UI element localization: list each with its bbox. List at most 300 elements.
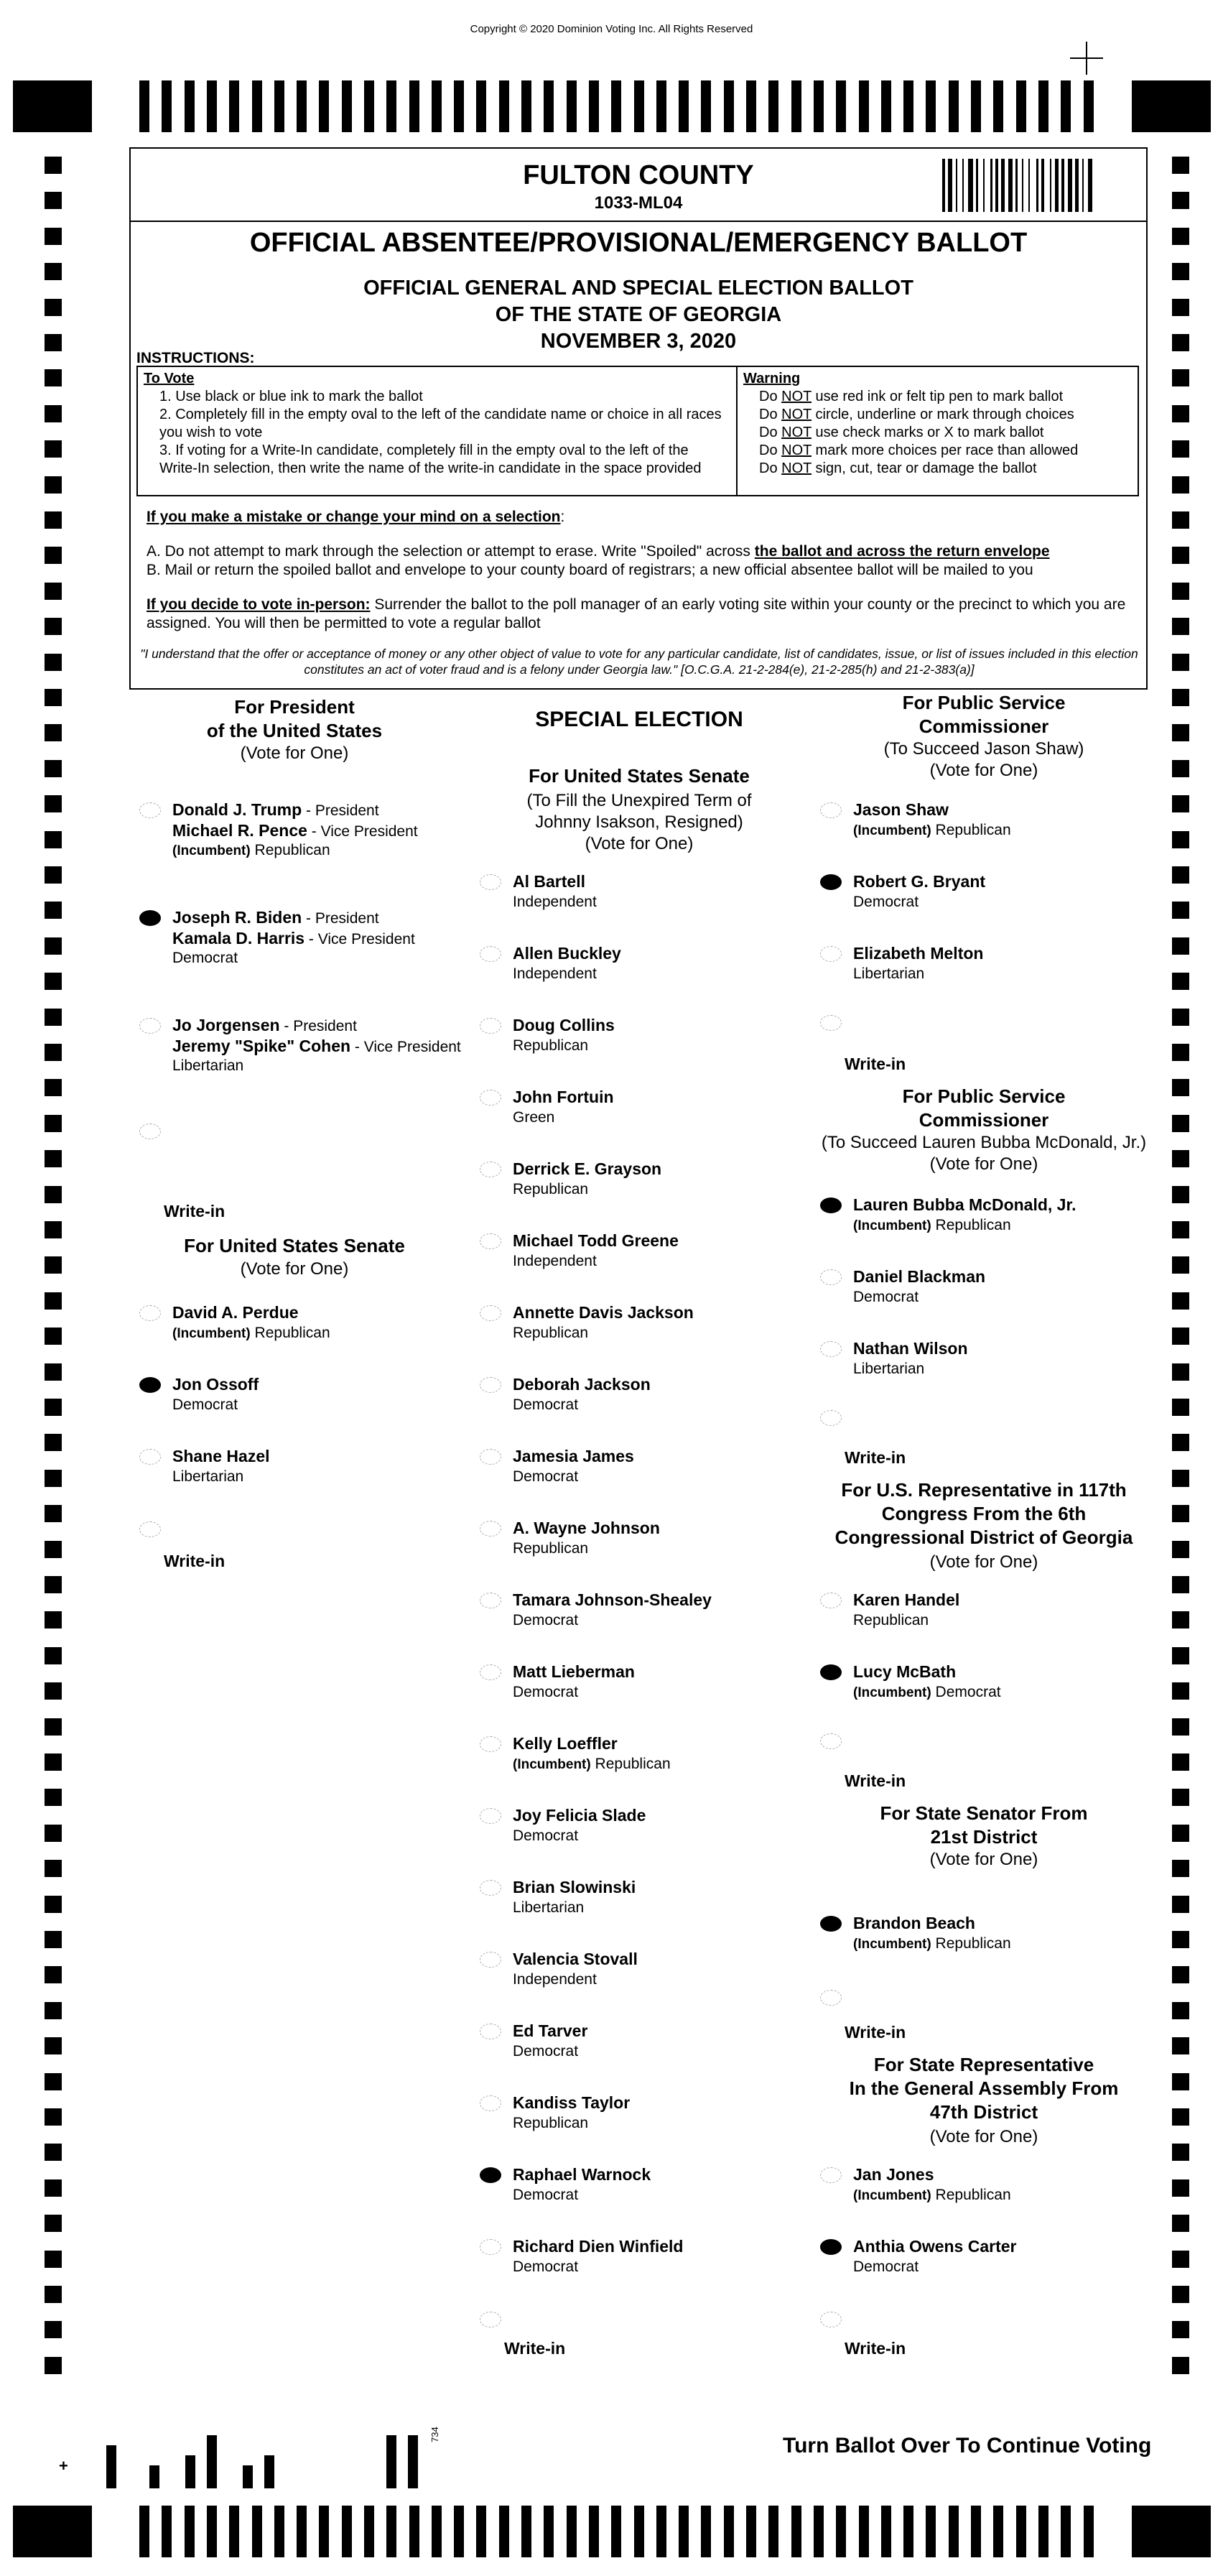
party-name: Republican — [931, 1217, 1011, 1233]
running-mate — [172, 821, 418, 841]
candidate-name-text: Jan Jones — [853, 2165, 934, 2184]
contest-heading-line: 21st District — [930, 1826, 1038, 1848]
write-in-oval[interactable] — [820, 1990, 842, 2006]
side-timing-mark — [1172, 1611, 1189, 1628]
party-name: Independent — [513, 1971, 597, 1988]
timing-block — [13, 2506, 92, 2557]
special-election-label: SPECIAL ELECTION — [535, 708, 743, 731]
write-in-oval[interactable] — [820, 2312, 842, 2327]
party-name: Republican — [590, 1756, 671, 1772]
party-name: Democrat — [513, 1396, 579, 1413]
warning-item — [743, 460, 1132, 478]
candidate-party — [853, 965, 924, 983]
contest-heading — [129, 695, 460, 743]
candidate-name-text: Allen Buckley — [513, 944, 621, 963]
empty-oval[interactable] — [480, 1952, 501, 1968]
candidate-name-text: Brandon Beach — [853, 1914, 975, 1932]
party-name: Republican — [513, 1325, 589, 1341]
side-timing-mark — [45, 1292, 62, 1310]
warning-text: Do — [759, 389, 782, 404]
candidate-name — [513, 871, 585, 891]
crop-mark — [1070, 42, 1103, 75]
candidate-name — [172, 1374, 259, 1394]
candidate-party — [853, 2186, 1011, 2205]
empty-oval[interactable] — [820, 1269, 842, 1285]
contest-heading-line: For U.S. Representative in 117th — [841, 1479, 1127, 1501]
empty-oval[interactable] — [139, 1449, 161, 1465]
party-name: Independent — [513, 965, 597, 982]
side-timing-mark — [45, 1150, 62, 1167]
side-timing-mark — [1172, 2251, 1189, 2268]
contest-subheading — [804, 2126, 1163, 2148]
vote-for-one: (Vote for One) — [240, 743, 349, 763]
candidate-party — [513, 1899, 584, 1917]
empty-oval[interactable] — [820, 1593, 842, 1608]
warning-label: Warning — [743, 371, 801, 386]
candidate-party — [513, 893, 597, 912]
candidate-role: - President — [279, 1018, 357, 1034]
candidate-name — [513, 1087, 614, 1107]
empty-oval[interactable] — [480, 1090, 501, 1106]
timing-bar — [185, 80, 195, 132]
candidate-party — [513, 1611, 578, 1630]
contest-subheading-line: (Vote for One) — [929, 1552, 1038, 1572]
candidate-party — [853, 893, 919, 912]
side-timing-mark — [1172, 902, 1189, 919]
candidate-party — [513, 1827, 578, 1845]
empty-oval[interactable] — [480, 1377, 501, 1393]
timing-bar — [724, 80, 734, 132]
party-name: Republican — [931, 2187, 1011, 2203]
candidate-party — [513, 1970, 597, 1989]
side-timing-mark — [45, 1789, 62, 1806]
side-timing-mark — [45, 1541, 62, 1558]
timing-bar — [1084, 2506, 1094, 2557]
warning-item — [743, 442, 1132, 460]
contest-heading — [804, 2053, 1163, 2124]
side-timing-mark — [45, 547, 62, 564]
write-in-oval[interactable] — [480, 2312, 501, 2327]
timing-bar — [342, 80, 352, 132]
timing-bar — [611, 80, 621, 132]
side-timing-mark — [1172, 2073, 1189, 2090]
candidate-name-text: Shane Hazel — [172, 1447, 270, 1465]
timing-bar — [364, 80, 374, 132]
contest-heading-line: of the United States — [206, 720, 383, 741]
filled-oval[interactable] — [139, 910, 161, 926]
side-timing-mark — [45, 1434, 62, 1451]
footer-code-bar — [149, 2465, 159, 2488]
candidate-party — [172, 1396, 238, 1414]
timing-bar — [949, 80, 959, 132]
inperson-text: Surrender the ballot to the poll manager of an early voting site within your county or the precinct to which you are assigned. You will then be permitted to vote a regular ballot — [147, 596, 1126, 631]
timing-bar — [1038, 2506, 1048, 2557]
barcode-bar — [1088, 159, 1092, 212]
timing-bar — [926, 2506, 936, 2557]
candidate-name — [513, 1302, 694, 1322]
warning-list — [743, 388, 1132, 478]
timing-bar — [274, 80, 284, 132]
empty-oval[interactable] — [820, 2167, 842, 2183]
barcode-bar — [1036, 159, 1038, 212]
contest-subheading-line: (To Succeed Jason Shaw) — [883, 739, 1084, 759]
footer-code-bar — [386, 2435, 396, 2488]
side-timing-mark — [45, 1611, 62, 1628]
candidate-name-text: Karen Handel — [853, 1590, 960, 1609]
candidate-name-text: Jo Jorgensen — [172, 1016, 280, 1034]
barcode-bar — [1015, 159, 1018, 212]
bottom-timing-bar — [13, 2506, 1211, 2557]
party-name: Democrat — [172, 950, 238, 966]
side-timing-mark — [1172, 1860, 1189, 1877]
party-name: Independent — [513, 1253, 597, 1269]
contest-subheading-line: (To Fill the Unexpired Term of — [526, 791, 752, 810]
candidate-party — [513, 1037, 588, 1055]
barcode-bar — [1041, 159, 1044, 212]
candidate-name — [853, 2164, 934, 2184]
write-in-oval[interactable] — [820, 1015, 842, 1031]
warning-item — [743, 406, 1132, 424]
contest-heading — [804, 691, 1163, 738]
empty-oval[interactable] — [820, 946, 842, 962]
candidate-name-text: Daniel Blackman — [853, 1267, 986, 1286]
warning-instructions — [738, 367, 1138, 495]
empty-oval[interactable] — [820, 1341, 842, 1357]
contest-heading-line: For Public Service — [902, 1085, 1066, 1107]
timing-bar — [611, 2506, 621, 2557]
candidate-name-text: A. Wayne Johnson — [513, 1519, 660, 1537]
timing-bar — [274, 2506, 284, 2557]
candidate-role: - President — [302, 802, 379, 819]
candidate-party — [513, 965, 597, 983]
election-title-line: NOVEMBER 3, 2020 — [540, 330, 737, 353]
side-timing-mark — [1172, 263, 1189, 280]
party-name: Democrat — [513, 1684, 579, 1700]
timing-bar — [432, 2506, 442, 2557]
empty-oval[interactable] — [480, 1305, 501, 1321]
candidate-name — [853, 1266, 985, 1287]
warning-text: use check marks or X to mark ballot — [811, 425, 1044, 440]
empty-oval[interactable] — [480, 1233, 501, 1249]
barcode-bar — [1061, 159, 1064, 212]
side-timing-mark — [1172, 1079, 1189, 1096]
party-name: Independent — [513, 894, 597, 910]
write-in-oval[interactable] — [139, 1521, 161, 1537]
contest-subheading-line: Johnny Isakson, Resigned) — [535, 812, 743, 832]
side-timing-mark — [45, 866, 62, 884]
timing-bar — [139, 80, 149, 132]
timing-bar — [836, 2506, 846, 2557]
timing-bar — [926, 80, 936, 132]
candidate-name — [853, 2236, 1017, 2256]
county-name: FULTON COUNTY — [523, 160, 754, 190]
party-name: Republican — [250, 842, 330, 858]
empty-oval[interactable] — [480, 2095, 501, 2111]
timing-bar — [319, 80, 329, 132]
warning-not: NOT — [781, 443, 812, 458]
filled-oval[interactable] — [820, 1664, 842, 1680]
write-in-label: Write-in — [845, 1771, 906, 1790]
candidate-role: - President — [302, 910, 379, 927]
side-timing-mark — [1172, 369, 1189, 386]
side-timing-mark — [45, 334, 62, 351]
filled-oval[interactable] — [139, 1377, 161, 1393]
side-timing-mark — [45, 1682, 62, 1700]
timing-bar — [386, 80, 396, 132]
side-timing-mark — [1172, 1789, 1189, 1806]
timing-bar — [656, 2506, 666, 2557]
candidate-name — [172, 1302, 299, 1322]
contest-heading: For United States Senate — [184, 1235, 405, 1256]
candidate-name-text: Ed Tarver — [513, 2021, 588, 2040]
candidate-name-text: Nathan Wilson — [853, 1339, 968, 1358]
side-timing-mark — [45, 440, 62, 458]
instruction-item: 1. Use black or blue ink to mark the ballot — [159, 389, 423, 404]
warning-text: use red ink or felt tip pen to mark ballot — [811, 389, 1064, 404]
side-timing-mark — [45, 476, 62, 494]
barcode-bar — [976, 159, 978, 212]
party-name: Democrat — [513, 2043, 579, 2060]
empty-oval[interactable] — [480, 1018, 501, 1034]
empty-oval[interactable] — [480, 1449, 501, 1465]
registration-mark: + — [59, 2457, 68, 2475]
empty-oval[interactable] — [480, 1664, 501, 1680]
side-timing-mark — [45, 1966, 62, 1983]
candidate-name-text: David A. Perdue — [172, 1303, 299, 1322]
empty-oval[interactable] — [139, 1018, 161, 1034]
side-timing-mark — [45, 654, 62, 671]
side-timing-mark — [1172, 1044, 1189, 1061]
side-timing-mark — [1172, 1150, 1189, 1167]
timing-bar — [454, 2506, 464, 2557]
candidate-name — [853, 1662, 956, 1682]
incumbent-label: (Incumbent) — [853, 823, 931, 838]
side-timing-mark — [1172, 831, 1189, 848]
side-timing-mark — [1172, 1825, 1189, 1842]
footer-code-bar — [264, 2455, 274, 2488]
footer-code-bar — [207, 2435, 217, 2488]
empty-oval[interactable] — [480, 946, 501, 962]
barcode-bar — [1082, 159, 1084, 212]
side-timing-mark — [45, 1186, 62, 1203]
timing-bar — [1061, 80, 1071, 132]
top-timing-bar — [13, 80, 1211, 132]
candidate-name — [853, 871, 985, 891]
write-in-oval[interactable] — [139, 1123, 161, 1139]
empty-oval[interactable] — [480, 1162, 501, 1177]
candidate-name-text: Doug Collins — [513, 1016, 615, 1034]
write-in-oval[interactable] — [820, 1733, 842, 1749]
candidate-name — [172, 907, 379, 929]
timing-bar — [207, 80, 217, 132]
barcode-bar — [956, 159, 957, 212]
side-timing-mark — [1172, 2002, 1189, 2019]
filled-oval[interactable] — [820, 1197, 842, 1213]
side-timing-mark — [45, 2215, 62, 2232]
contest-subheading-line: (To Succeed Lauren Bubba McDonald, Jr.) — [821, 1133, 1147, 1152]
side-timing-mark — [45, 2073, 62, 2090]
candidate-party — [513, 1468, 578, 1486]
candidate-name — [172, 1446, 270, 1466]
empty-oval[interactable] — [480, 1521, 501, 1537]
side-timing-mark — [45, 2251, 62, 2268]
filled-oval[interactable] — [820, 2239, 842, 2255]
side-timing-mark — [45, 1328, 62, 1345]
party-name: Republican — [513, 1540, 589, 1557]
candidate-name-text: Kelly Loeffler — [513, 1734, 618, 1753]
write-in-oval[interactable] — [820, 1410, 842, 1426]
timing-bar — [701, 2506, 711, 2557]
timing-bar — [656, 80, 666, 132]
contest-heading — [804, 1802, 1163, 1849]
candidate-party — [513, 1396, 578, 1414]
candidate-party — [853, 1935, 1011, 1954]
barcode-bar — [948, 159, 952, 212]
candidate-name — [513, 1805, 646, 1825]
side-timing-mark — [45, 2037, 62, 2054]
write-in-label: Write-in — [845, 1055, 906, 1073]
timing-bar — [791, 80, 801, 132]
side-timing-mark — [1172, 1399, 1189, 1416]
empty-oval[interactable] — [820, 802, 842, 818]
contest-heading-line: Congressional District of Georgia — [834, 1526, 1133, 1548]
side-timing-mark — [45, 1860, 62, 1877]
timing-bar — [903, 2506, 913, 2557]
timing-bar — [881, 2506, 891, 2557]
empty-oval[interactable] — [480, 874, 501, 890]
party-name: Libertarian — [853, 965, 925, 982]
empty-oval[interactable] — [480, 1808, 501, 1824]
empty-oval[interactable] — [139, 1305, 161, 1321]
party-name: Republican — [250, 1325, 330, 1341]
timing-bar — [342, 2506, 352, 2557]
side-timing-mark — [1172, 440, 1189, 458]
candidate-name — [513, 1733, 618, 1753]
barcode-bar — [983, 159, 985, 212]
side-timing-mark — [45, 1399, 62, 1416]
candidate-party — [513, 2114, 588, 2133]
side-timing-mark — [1172, 334, 1189, 351]
candidate-party — [172, 949, 238, 968]
candidate-party — [172, 841, 330, 861]
contest-heading — [804, 1478, 1163, 1549]
side-timing-mark — [1172, 1541, 1189, 1558]
filled-oval[interactable] — [820, 874, 842, 890]
timing-bar — [567, 2506, 577, 2557]
timing-bar — [364, 2506, 374, 2557]
party-name: Republican — [513, 1181, 589, 1197]
side-timing-mark — [1172, 760, 1189, 777]
incumbent-label: (Incumbent) — [853, 1937, 931, 1952]
side-timing-mark — [1172, 1470, 1189, 1487]
filled-oval[interactable] — [480, 2167, 501, 2183]
mistake-instructions: If you make a mistake or change your mind on a selection: A. Do not attempt to mark through the selection or attempt to erase. Write "Spoiled" across the ballot and across the return envelope B. Mail or return the spoiled ballot and envelope to your county board of registrars; a new official absentee ballot will be mailed to you If you decide to vote in-person: Surrender the ballot to the poll manager of an early voting site within your county or the precinct to which you are assigned. You will then be permitted to vote a regular ballot — [147, 508, 1138, 633]
candidate-name — [513, 1590, 712, 1610]
footer-code-bar — [185, 2455, 195, 2488]
candidate-name-text: Joseph R. Biden — [172, 908, 302, 927]
candidate-name-text: Raphael Warnock — [513, 2165, 651, 2184]
side-timing-mark — [1172, 654, 1189, 671]
candidate-name — [853, 1913, 975, 1933]
timing-bar — [409, 80, 419, 132]
party-name: Libertarian — [513, 1899, 585, 1916]
side-timing-mark — [1172, 2357, 1189, 2374]
empty-oval[interactable] — [480, 2024, 501, 2039]
candidate-name-text: Michael Todd Greene — [513, 1231, 679, 1250]
candidate-name-text: Matt Lieberman — [513, 1662, 635, 1681]
candidate-name — [513, 2164, 651, 2184]
empty-oval[interactable] — [480, 1736, 501, 1752]
candidate-name — [853, 1590, 959, 1610]
incumbent-label: (Incumbent) — [853, 1685, 931, 1700]
write-in-label: Write-in — [845, 2023, 906, 2042]
side-timing-mark — [45, 192, 62, 209]
side-timing-mark — [1172, 547, 1189, 564]
empty-oval[interactable] — [480, 2239, 501, 2255]
timing-bar — [949, 2506, 959, 2557]
candidate-name — [172, 1015, 357, 1037]
election-title-line: OFFICIAL GENERAL AND SPECIAL ELECTION BALLOT — [363, 277, 913, 300]
timing-bar — [768, 80, 778, 132]
side-timing-mark — [45, 1221, 62, 1238]
side-timing-mark — [45, 1931, 62, 1948]
empty-oval[interactable] — [480, 1880, 501, 1896]
candidate-name — [853, 943, 983, 963]
side-timing-mark — [45, 724, 62, 741]
candidate-party — [853, 1683, 1001, 1702]
contest-subheading — [804, 738, 1163, 782]
candidate-name-text: Deborah Jackson — [513, 1375, 651, 1394]
timing-bar — [499, 80, 509, 132]
candidate-party — [853, 1360, 924, 1379]
party-name: Democrat — [513, 1468, 579, 1485]
running-mate — [172, 929, 415, 949]
side-timing-mark — [1172, 724, 1189, 741]
side-timing-mark — [1172, 973, 1189, 990]
candidate-name — [513, 2093, 630, 2113]
candidate-name-text: Jason Shaw — [853, 800, 949, 819]
candidate-name — [172, 800, 379, 821]
warning-text: Do — [759, 407, 782, 422]
candidate-party — [513, 1108, 554, 1127]
candidate-name — [513, 1374, 651, 1394]
party-name: Green — [513, 1109, 555, 1126]
barcode-bar — [1028, 159, 1030, 212]
side-timing-mark — [1172, 299, 1189, 316]
timing-bar — [229, 2506, 239, 2557]
empty-oval[interactable] — [480, 1593, 501, 1608]
side-timing-mark — [1172, 618, 1189, 635]
contest-heading-line: 47th District — [929, 2101, 1038, 2123]
candidate-party — [172, 1324, 330, 1343]
timing-bar — [567, 80, 577, 132]
candidate-party — [853, 1288, 919, 1307]
candidate-party — [853, 1611, 929, 1630]
empty-oval[interactable] — [139, 802, 161, 818]
party-name: Republican — [853, 1612, 929, 1628]
side-timing-mark — [45, 2286, 62, 2303]
timing-bar — [836, 80, 846, 132]
party-name: Democrat — [513, 2187, 579, 2203]
timing-bar — [589, 2506, 599, 2557]
candidate-name-text: Richard Dien Winfield — [513, 2237, 684, 2256]
side-timing-mark — [45, 299, 62, 316]
inperson-heading: If you decide to vote in-person: — [147, 596, 371, 613]
side-timing-mark — [45, 2179, 62, 2197]
warning-text: sign, cut, tear or damage the ballot — [811, 460, 1037, 476]
contest-heading-line: For State Senator From — [880, 1802, 1088, 1824]
filled-oval[interactable] — [820, 1916, 842, 1932]
